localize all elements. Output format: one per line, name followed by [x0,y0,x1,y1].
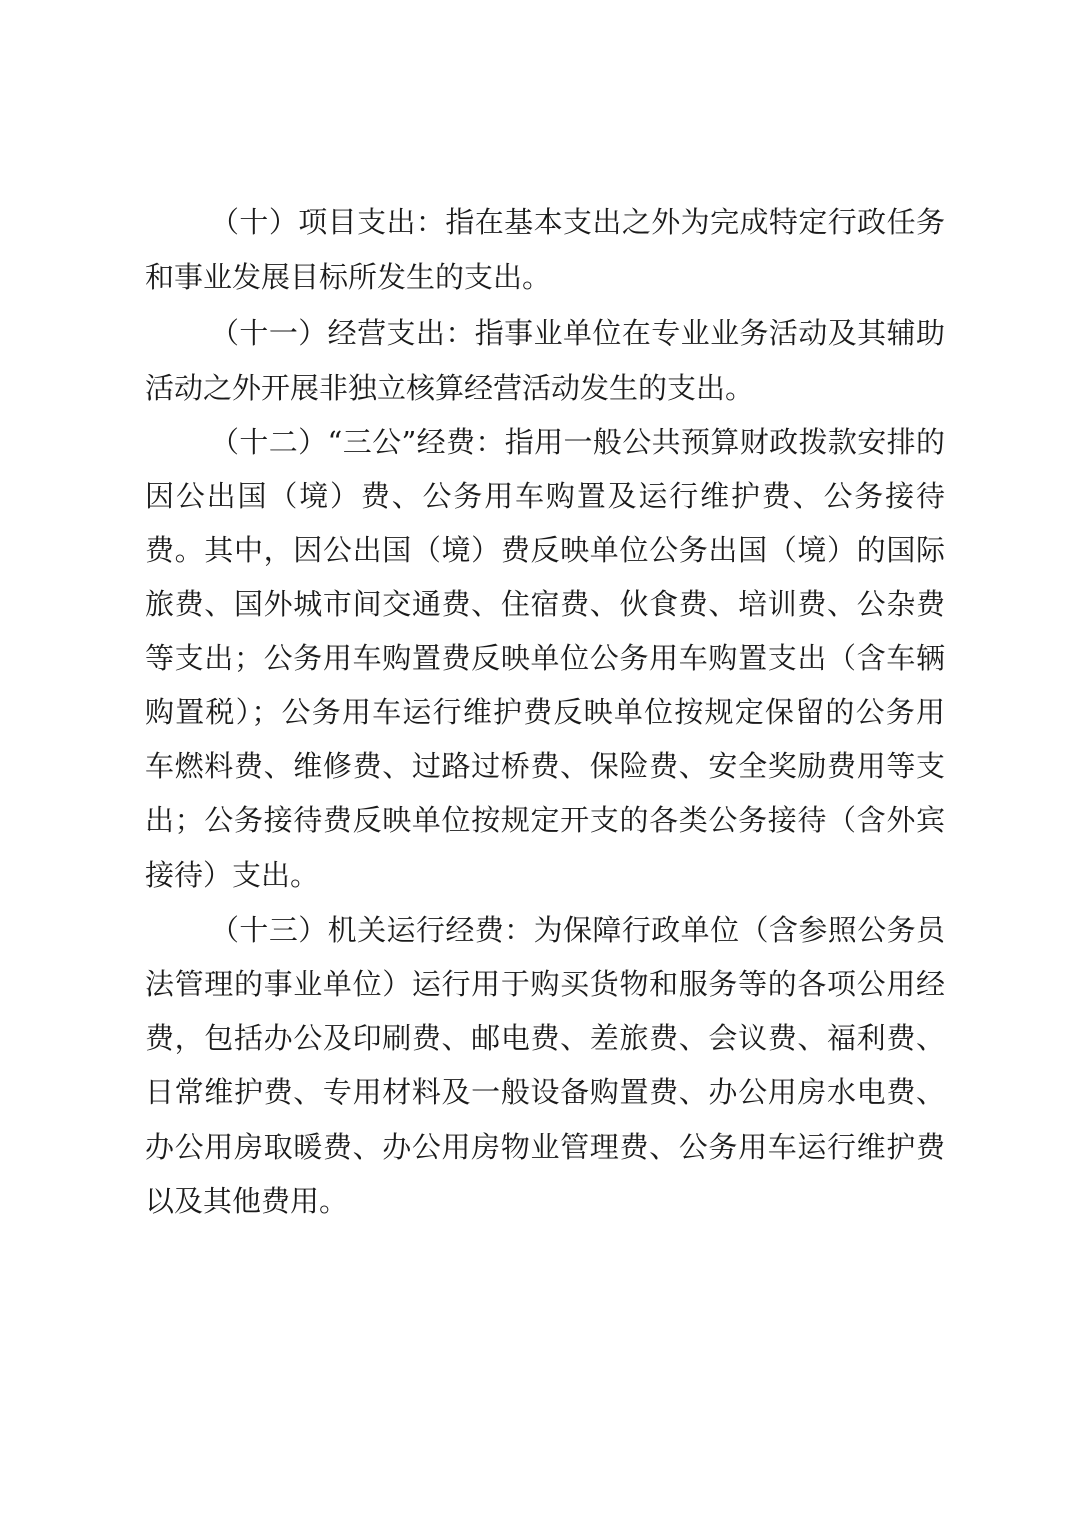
para-12-line-8: 出；公务接待费反映单位按规定开支的各类公务接待（含外宾 [145,803,945,837]
para-12-line-3: 费。其中，因公出国（境）费反映单位公务出国（境）的国际 [145,533,945,567]
para-12-line-6: 购置税）；公务用车运行维护费反映单位按规定保留的公务用 [145,695,945,729]
para-12-line-9: 接待）支出。 [145,858,320,892]
para-12-line-4: 旅费、国外城市间交通费、住宿费、伙食费、培训费、公杂费 [145,587,945,621]
para-12-line-5: 等支出；公务用车购置费反映单位公务用车购置支出（含车辆 [145,641,945,675]
para-13-line-6: 以及其他费用。 [145,1184,349,1218]
para-13-line-1: （十三）机关运行经费：为保障行政单位（含参照公务员 [210,913,945,947]
para-13-line-5: 办公用房取暖费、办公用房物业管理费、公务用车运行维护费 [145,1130,945,1164]
para-13-line-4: 日常维护费、专用材料及一般设备购置费、办公用房水电费、 [145,1075,945,1109]
para-12-line-1: （十二）“三公”经费：指用一般公共预算财政拨款安排的 [210,425,945,459]
para-13-line-3: 费，包括办公及印刷费、邮电费、差旅费、会议费、福利费、 [145,1021,945,1055]
para-11-line-2: 活动之外开展非独立核算经营活动发生的支出。 [145,371,755,405]
para-10-line-2: 和事业发展目标所发生的支出。 [145,260,552,294]
para-11-line-1: （十一）经营支出：指事业单位在专业业务活动及其辅助 [210,316,945,350]
para-12-line-7: 车燃料费、维修费、过路过桥费、保险费、安全奖励费用等支 [145,749,945,783]
para-10-line-1: （十）项目支出：指在基本支出之外为完成特定行政任务 [210,205,945,239]
para-13-line-2: 法管理的事业单位）运行用于购买货物和服务等的各项公用经 [145,967,945,1001]
para-12-line-2: 因公出国（境）费、公务用车购置及运行维护费、公务接待 [145,479,945,513]
